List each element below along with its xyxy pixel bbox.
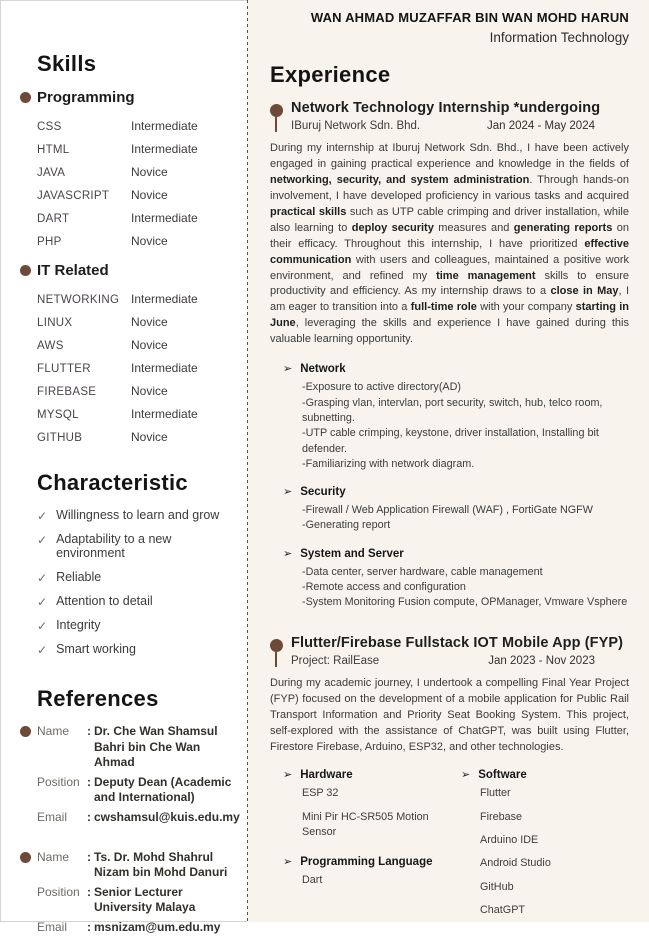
skill-name: GITHUB [37,432,83,444]
group-label-it-related [37,262,235,279]
skill-row [37,361,235,375]
section-item: -Exposure to active directory(AD) [302,381,462,394]
section-item: Firebase [480,810,523,823]
characteristic-item [37,618,235,632]
reference-name-value: Ts. Dr. Mohd Shahrul Nizam bin Mohd Danuri [94,849,228,880]
section-items [480,786,629,918]
detail-section-system-server [283,547,629,611]
arrow-icon: ➢ [283,856,293,869]
timeline-pin-icon [270,104,283,117]
characteristic-item [37,642,235,656]
detail-section-security [283,485,629,534]
skill-row [37,407,235,421]
references-section [37,686,240,936]
reference-name-value: Dr. Che Wan Shamsul Bahri bin Che Wan Ahmad [94,724,218,770]
skill-name: DART [37,213,70,225]
bullet-icon [20,92,31,103]
skill-name: CSS [37,121,62,133]
colon: : [87,849,91,864]
skills-title: Skills [37,51,97,76]
characteristic-item [37,532,235,560]
reference-position-value: Senior Lecturer University Malaya [94,884,196,915]
characteristic-title: Characteristic [37,470,188,495]
job-info [291,635,629,667]
arrow-icon: ➢ [283,363,293,376]
job-dates: Jan 2023 - Nov 2023 [488,654,595,667]
characteristic-item [37,594,235,608]
references-title: References [37,686,159,711]
skill-name: LINUX [37,317,73,329]
section-item: -UTP cable crimping, keystone, driver installation, Installing bit defender. [302,427,599,455]
job-subheader [291,655,629,667]
check-icon: ✓ [37,533,48,547]
section-item: -Familiarizing with network diagram. [302,457,475,470]
reference-email-value: cwshamsul@kuis.edu.my [94,809,240,824]
section-items [302,565,629,611]
check-icon: ✓ [37,619,48,633]
skill-name: PHP [37,236,62,248]
section-item: -Generating report [302,519,391,532]
reference-position-label: Position [37,884,80,899]
colon: : [87,809,91,824]
colon: : [87,774,91,789]
main-panel [247,0,649,922]
timeline-pin-column [270,635,291,667]
bullet-icon [20,726,31,737]
characteristic-item [37,508,235,522]
skill-row [37,211,235,225]
section-item: -Firewall / Web Application Firewall (WAF) , FortiGate NGFW [302,504,593,517]
section-item: -Remote access and configuration [302,581,466,594]
tech-column-left [283,768,461,933]
job-org: Project: RailEase [291,654,380,667]
section-item: ChatGPT [480,904,526,917]
skills-group-programming [37,89,235,248]
skill-level: Novice [131,188,168,202]
skill-name: MYSQL [37,409,79,421]
group-label-text: Programming [37,89,135,106]
group-label-text: IT Related [37,262,109,279]
skill-level: Intermediate [131,292,198,306]
bullet-icon [20,265,31,276]
section-heading-text: Programming Language [300,856,433,869]
characteristic-text: Willingness to learn and grow [56,508,220,522]
timeline-pin-column [270,100,291,132]
job-org: IBuruj Network Sdn. Bhd. [291,120,421,132]
skill-row [37,142,235,156]
skill-level: Intermediate [131,361,198,375]
characteristic-section [37,470,235,656]
skill-row [37,234,235,248]
reference-name-row [37,850,235,881]
reference-email-value: msnizam@um.edu.my [94,919,221,934]
skill-row [37,188,235,202]
tech-columns [283,768,629,933]
section-item: -Grasping vlan, intervlan, port security, switch, hub, telco room, subnetting. [302,396,603,424]
section-item: -Data center, server hardware, cable management [302,565,543,578]
skill-row [37,384,235,398]
arrow-icon: ➢ [283,769,293,782]
section-item: -System Monitoring Fusion compute, OPManager, Vmware Vsphere [302,596,628,609]
job-description: During my academic journey, I undertook a compelling Final Year Project (FYP) focused on the development of a mobile application for Public Rail Transport Information and Priority Seat Booking System. This project, self-explored with the assistance of ChatGPT, was built using Flutter, Firestore Firebase, Arduino, ESP32, and other technologies. [270,676,629,753]
job-title: Flutter/Firebase Fullstack IOT Mobile App (FYP) [291,634,624,651]
job-header [270,635,629,667]
reference-email-row [37,920,235,936]
section-items [302,786,461,840]
job-info [291,100,629,132]
skill-name: JAVASCRIPT [37,190,110,202]
characteristic-text: Smart working [56,642,136,656]
detail-section-network [283,362,629,472]
reference-entry [37,850,235,936]
skill-name: HTML [37,144,70,156]
skill-name: NETWORKING [37,294,120,306]
arrow-icon: ➢ [283,547,293,560]
skill-level: Novice [131,165,168,179]
skill-name: FLUTTER [37,363,91,375]
reference-position-label: Position [37,774,80,789]
check-icon: ✓ [37,595,48,609]
person-name: WAN AHMAD MUZAFFAR BIN WAN MOHD HARUN [310,10,629,25]
skill-level: Novice [131,384,168,398]
reference-position-row [37,775,235,806]
skills-group-it-related [37,262,235,444]
reference-email-label: Email [37,809,68,824]
tech-column-right [461,768,629,933]
skill-level: Novice [131,315,168,329]
skill-name: AWS [37,340,64,352]
characteristic-text: Integrity [56,618,101,632]
job-header [270,100,629,132]
timeline-pin-icon [270,639,283,652]
section-heading [283,768,461,781]
section-heading-text: Software [478,769,527,782]
section-heading [283,362,629,375]
section-heading [283,485,629,498]
detail-section-hardware [283,768,461,840]
person-field: Information Technology [489,30,629,45]
check-icon: ✓ [37,509,48,523]
skill-row [37,165,235,179]
reference-email-label: Email [37,919,68,934]
job-description: During my internship at Iburuj Network Sdn. Bhd., I have been actively engaged in gaining practical experience and knowledge in the fields of networking, security, and system administration. Through hands-on involvement, I have developed proficiency in various tasks and acquired practical skills such as UTP cable crimping and driver installation, while also learning to deploy security measures and generating reports on their efficacy. Throughout this internship, I have prioritized effective communication with users and colleagues, maintained a positive work environment, and refined my time management skills to ensure productivity and efficiency. As my internship draws to a close in May, I am eager to transition into a full-time role with your company starting in June, leveraging the skills and experience I have gained during this valuable learning opportunity. [270,142,630,346]
skill-level: Intermediate [131,119,198,133]
characteristic-text: Adaptability to a new environment [56,532,172,560]
skill-level: Novice [131,234,168,248]
skill-level: Intermediate [131,407,198,421]
skill-level: Novice [131,338,168,352]
job-title: Network Technology Internship *undergoing [291,100,601,116]
section-item: Flutter [480,787,511,800]
skill-name: FIREBASE [37,386,97,398]
reference-name-row [37,724,235,771]
reference-position-value: Deputy Dean (Academic and International) [94,774,232,805]
section-heading [283,855,461,868]
group-label-programming [37,89,235,106]
section-heading-text: Network [300,363,346,376]
skill-level: Novice [131,430,168,444]
job-subheader [291,120,629,132]
arrow-icon: ➢ [461,769,471,782]
check-icon: ✓ [37,643,48,657]
section-items [302,380,629,472]
skill-name: JAVA [37,167,66,179]
skill-level: Intermediate [131,211,198,225]
skill-row [37,315,235,329]
characteristic-text: Attention to detail [56,594,153,608]
reference-email-row [37,809,240,826]
section-item: Mini Pir HC-SR505 Motion Sensor [302,810,429,839]
bullet-icon [20,852,31,863]
section-items [302,503,629,534]
colon: : [87,724,91,738]
section-heading-text: Hardware [300,769,353,782]
section-item: ESP 32 [302,787,339,800]
check-icon: ✓ [37,571,48,585]
characteristic-text: Reliable [56,570,102,584]
section-item: Arduino IDE [480,834,539,847]
section-heading [283,547,629,560]
section-item: Dart [302,874,323,887]
reference-entry [37,724,240,826]
reference-name-label: Name [37,849,70,864]
sidebar [0,0,247,934]
job-dates: Jan 2024 - May 2024 [486,120,595,132]
section-heading [461,768,629,781]
detail-section-software [461,768,629,918]
skill-row [37,292,235,306]
colon: : [87,884,91,899]
page-header [270,10,629,45]
detail-section-programming-language [283,855,461,888]
characteristic-item [37,570,235,584]
experience-title: Experience [270,62,391,87]
skill-row [37,430,235,444]
colon: : [87,919,91,934]
skill-row [37,338,235,352]
section-heading-text: System and Server [300,547,404,560]
section-items [302,873,461,888]
skill-level: Intermediate [131,142,198,156]
reference-position-row [37,885,235,916]
arrow-icon: ➢ [283,486,293,499]
section-heading-text: Security [300,486,346,499]
section-item: GitHub [480,880,514,893]
section-item: Android Studio [480,857,551,870]
job-detail-sections [283,362,629,611]
reference-name-label: Name [37,724,70,738]
skill-row [37,119,235,133]
